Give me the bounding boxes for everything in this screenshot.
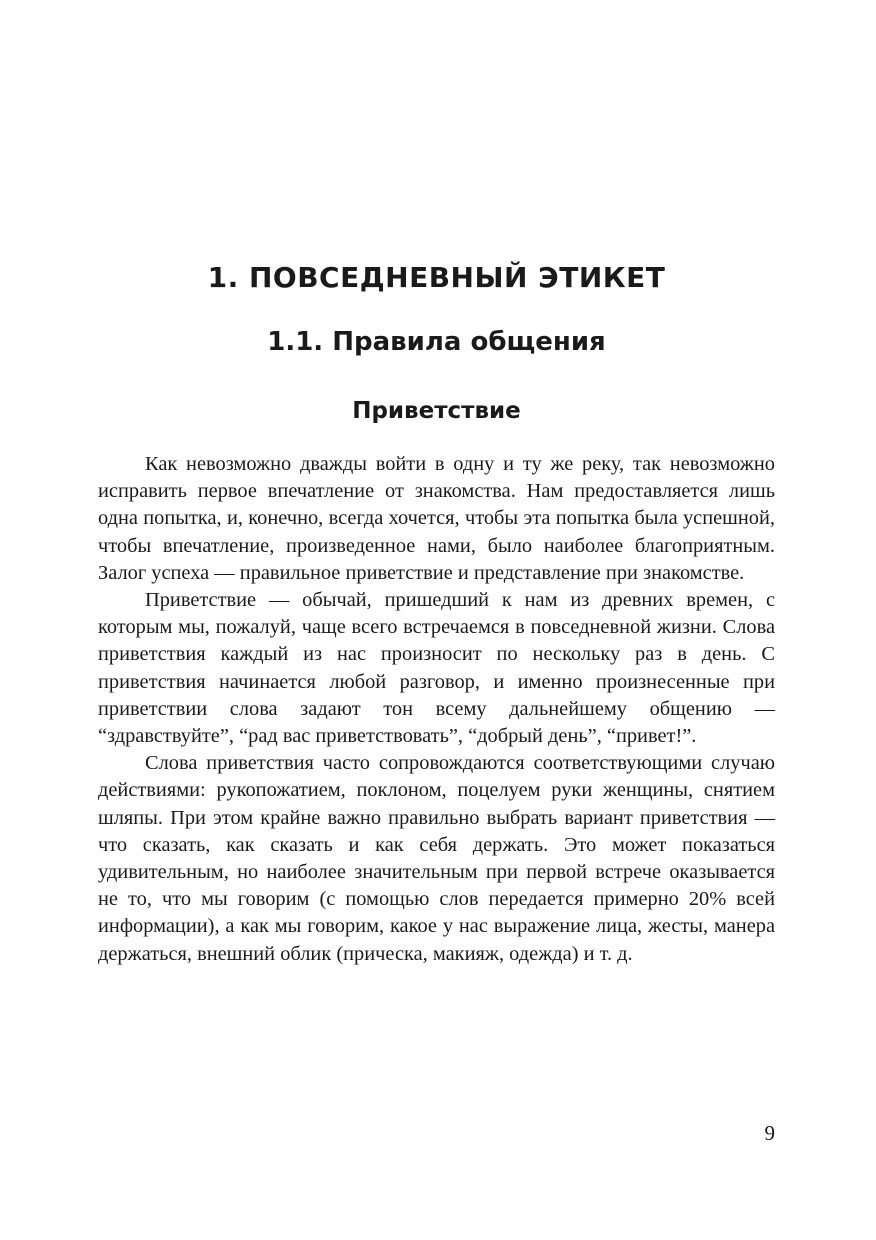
chapter-title: 1. ПОВСЕДНЕВНЫЙ ЭТИКЕТ (207, 261, 666, 294)
body-text (98, 451, 775, 968)
book-page (98, 0, 775, 1240)
paragraph-2: Приветствие — обычай, пришедший к нам из древних времен, с которым мы, пожалуй, чаще всего встречаемся в повседневной жизни. Слова приветствия каждый из нас произносит по нескольку раз в день. С приветствия начинается любой разговор, и именно произнесенные при приветствии слова задают тон всему дальнейшему общению — “здравствуйте”, “рад вас приветствовать”, “добрый день”, “привет!”. (98, 589, 775, 748)
page-number: 9 (764, 1121, 775, 1145)
paragraph-3: Слова приветствия часто сопровождаются соответствующими случаю действиями: рукопожатием, поклоном, поцелуем руки женщины, снятием шляпы. При этом крайне важно правильно выбрать вариант приветствия — что сказать, как сказать и как себя держать. Это может показаться удивительным, но наиболее значительным при первой встрече оказывается не то, что мы говорим (с помощью слов передается примерно 20% всей информации), а как мы говорим, какое у нас выражение лица, жесты, манера держаться, внешний облик (прическа, макияж, одежда) и т. д. (98, 752, 775, 965)
paragraph-1: Как невозможно дважды войти в одну и ту же реку, так невозможно исправить первое впечатление от знакомства. Нам предоставляется лишь одна попытка, и, конечно, всегда хочется, чтобы эта попытка была успешной, чтобы впечатление, произведенное нами, было наиболее благоприятным. Залог успеха — правильное приветствие и представление при знакомстве. (98, 453, 775, 584)
subsection-title: Приветствие (352, 398, 521, 424)
section-title: 1.1. Правила общения (267, 327, 606, 357)
